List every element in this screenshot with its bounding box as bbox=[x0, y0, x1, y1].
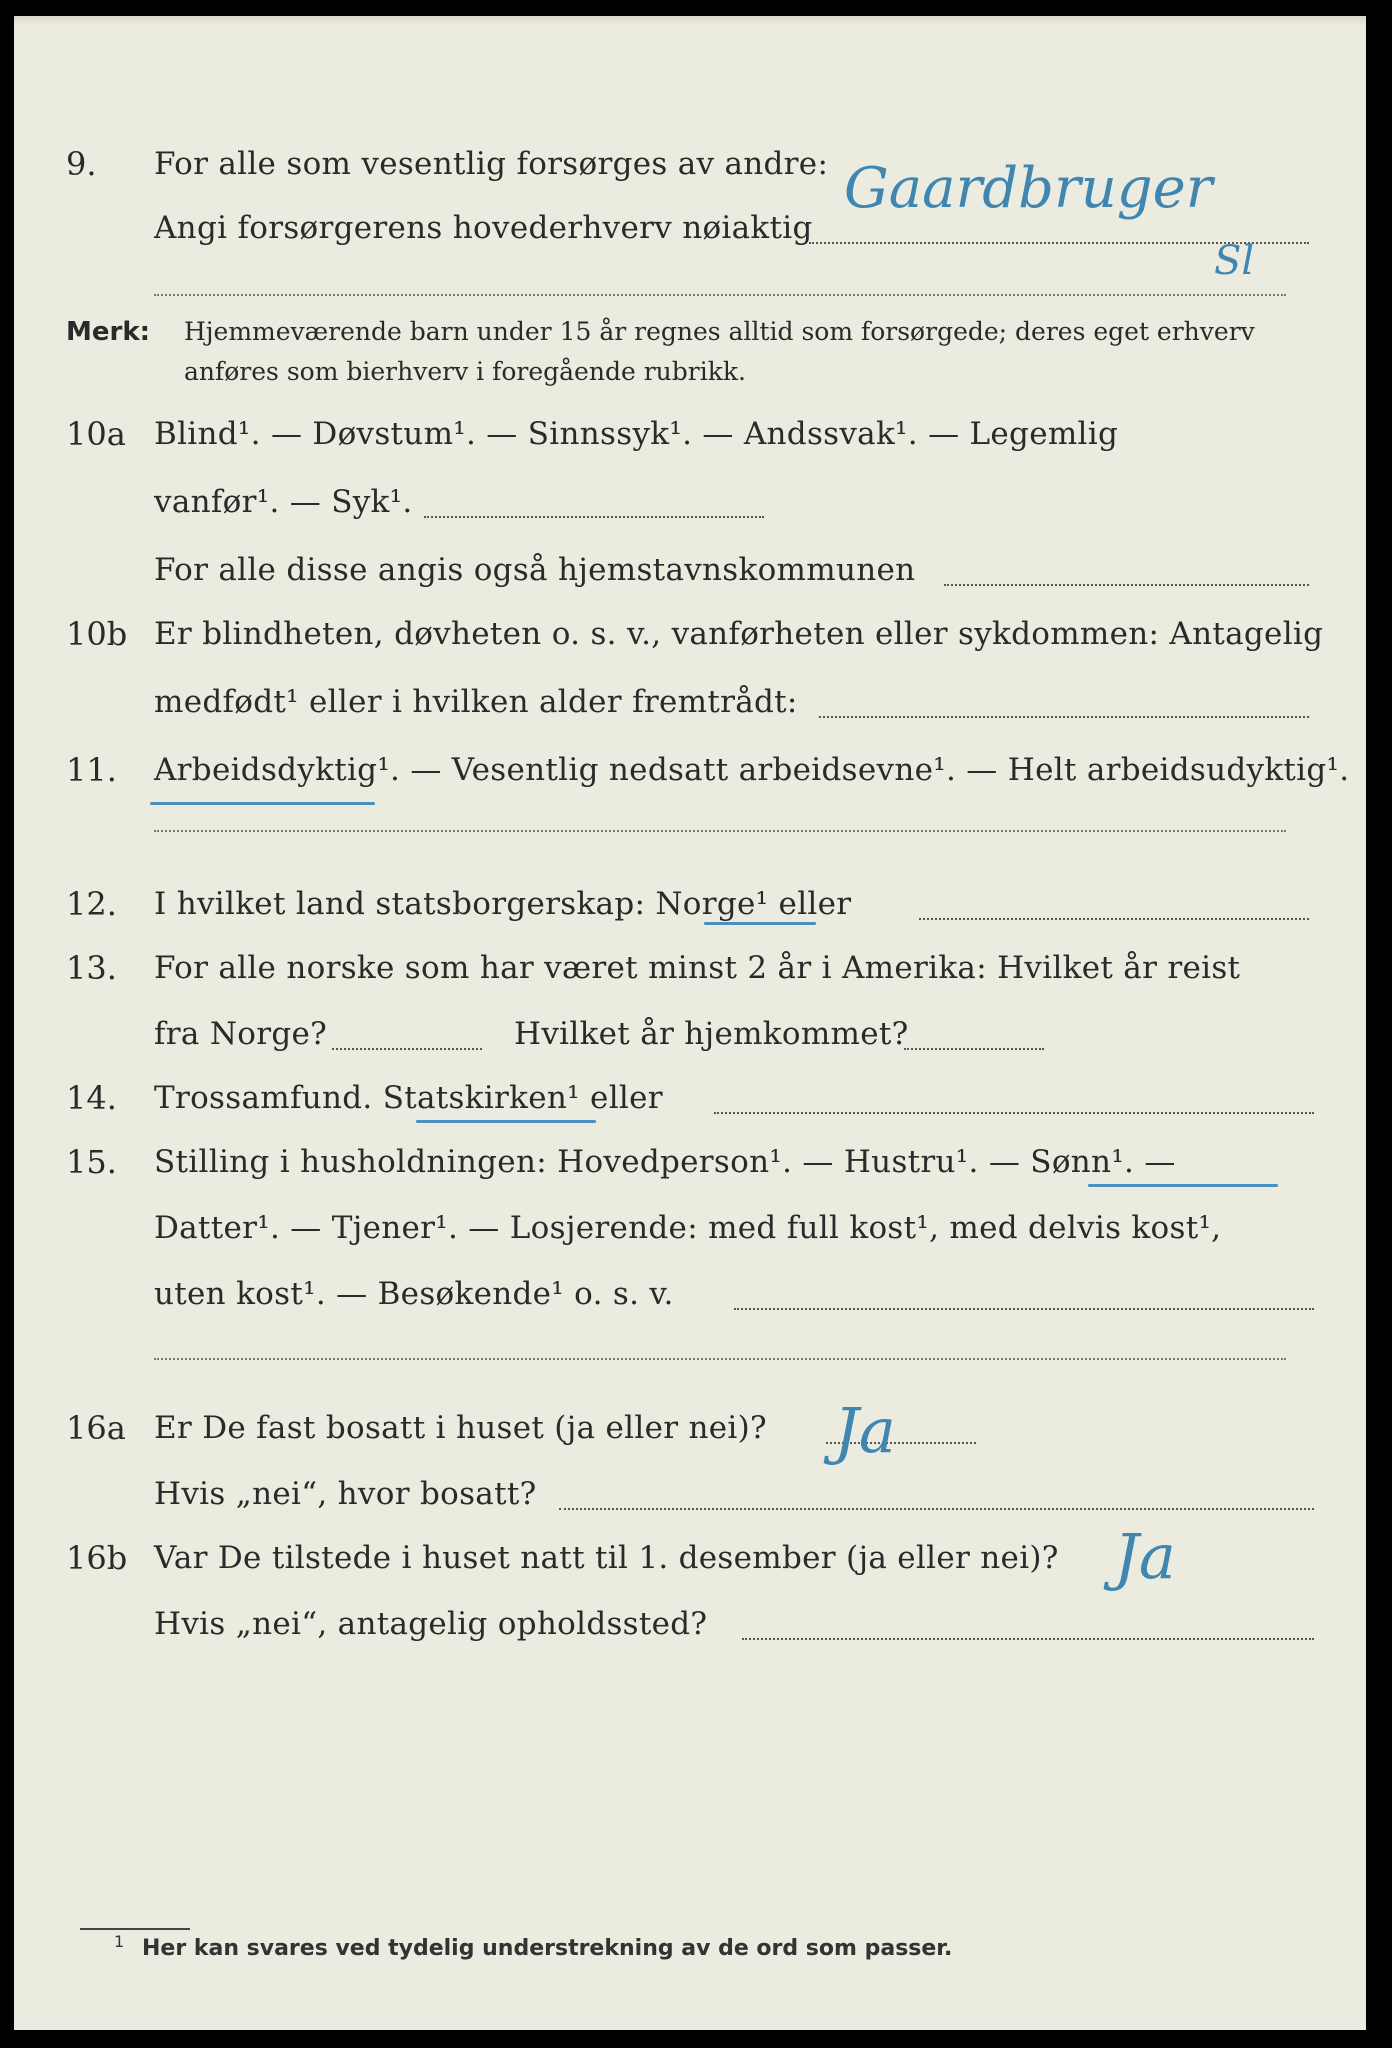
merk-label: Merk: bbox=[66, 317, 151, 347]
q10a-line2-blank bbox=[424, 516, 764, 518]
q10b-number: 10b bbox=[66, 615, 128, 653]
q9-handwritten-note: Sl bbox=[1214, 238, 1255, 284]
q13-line1: For alle norske som har været minst 2 år i Amerika: Hvilket år reist bbox=[154, 950, 1241, 986]
q16b-line1: Var De tilstede i huset natt til 1. desember (ja eller nei)? bbox=[154, 1540, 1059, 1576]
q16a-line2: Hvis „nei“, hvor bosatt? bbox=[154, 1476, 537, 1512]
footnote-rule bbox=[80, 1928, 190, 1930]
q9-handwritten-answer: Gaardbruger bbox=[844, 156, 1213, 221]
q14-number: 14. bbox=[66, 1079, 117, 1117]
q10a-number: 10a bbox=[66, 415, 126, 453]
q10a-line1: Blind¹. — Døvstum¹. — Sinnssyk¹. — Andssvak¹. — Legemlig bbox=[154, 416, 1119, 452]
q12-line1: I hvilket land statsborgerskap: Norge¹ eller bbox=[154, 886, 852, 922]
q10b-line2-blank bbox=[819, 716, 1309, 718]
q16a-line1: Er De fast bosatt i huset (ja eller nei)? bbox=[154, 1410, 767, 1446]
q14-blank bbox=[714, 1112, 1314, 1114]
footnote-marker: 1 bbox=[114, 1932, 125, 1951]
q13-year-left-blank bbox=[332, 1048, 482, 1050]
q15-line1: Stilling i husholdningen: Hovedperson¹. — Hustru¹. — Sønn¹. — bbox=[154, 1144, 1176, 1180]
q16a-number: 16a bbox=[66, 1409, 126, 1447]
q10a-line3-blank bbox=[944, 584, 1309, 586]
q15-number: 15. bbox=[66, 1143, 117, 1181]
q15-blank bbox=[734, 1308, 1314, 1310]
q16b-number: 16b bbox=[66, 1539, 128, 1577]
q13-line2a: fra Norge? bbox=[154, 1016, 328, 1052]
q13-year-returned-blank bbox=[904, 1048, 1044, 1050]
q9-number: 9. bbox=[66, 145, 97, 183]
merk-line2: anføres som bierhverv i foregående rubrikk. bbox=[184, 357, 746, 386]
q10a-line3: For alle disse angis også hjemstavnskommunen bbox=[154, 552, 916, 588]
q9-line2: Angi forsørgerens hovederhverv nøiaktig bbox=[154, 210, 813, 246]
q14-answer-underline bbox=[416, 1120, 596, 1123]
census-form-page bbox=[14, 16, 1366, 2030]
q15-answer-underline bbox=[1088, 1184, 1278, 1187]
q14-line1: Trossamfund. Statskirken¹ eller bbox=[154, 1080, 663, 1116]
q11-number: 11. bbox=[66, 751, 117, 789]
q13-line2b: Hvilket år hjemkommet? bbox=[514, 1016, 909, 1052]
q15-separator bbox=[154, 1358, 1286, 1360]
q12-blank bbox=[919, 918, 1309, 920]
q9-line1: For alle som vesentlig forsørges av andre: bbox=[154, 146, 829, 182]
merk-line1: Hjemmeværende barn under 15 år regnes alltid som forsørgede; deres eget erhverv bbox=[184, 317, 1255, 346]
q16b-line2-blank bbox=[742, 1638, 1314, 1640]
q11-answer-underline bbox=[150, 802, 375, 805]
q11-line1: Arbeidsdyktig¹. — Vesentlig nedsatt arbeidsevne¹. — Helt arbeidsudyktig¹. bbox=[154, 752, 1350, 788]
q11-separator bbox=[154, 830, 1286, 832]
q16a-line2-blank bbox=[559, 1508, 1314, 1510]
page-top-edge bbox=[14, 16, 1366, 26]
q10b-line1: Er blindheten, døvheten o. s. v., vanførheten eller sykdommen: Antagelig bbox=[154, 616, 1324, 652]
q13-number: 13. bbox=[66, 949, 117, 987]
footnote-text: Her kan svares ved tydelig understrekning av de ord som passer. bbox=[142, 1936, 953, 1961]
q16b-handwritten-answer: Ja bbox=[1114, 1520, 1176, 1593]
q15-line3: uten kost¹. — Besøkende¹ o. s. v. bbox=[154, 1276, 674, 1312]
q12-number: 12. bbox=[66, 885, 117, 923]
q16b-line2: Hvis „nei“, antagelig opholdssted? bbox=[154, 1606, 708, 1642]
q16a-handwritten-answer: Ja bbox=[834, 1394, 896, 1467]
q10b-line2: medfødt¹ eller i hvilken alder fremtrådt: bbox=[154, 684, 798, 720]
q12-answer-underline bbox=[704, 922, 816, 925]
q9-separator bbox=[154, 294, 1286, 296]
q10a-line2: vanfør¹. — Syk¹. bbox=[154, 484, 413, 520]
q15-line2: Datter¹. — Tjener¹. — Losjerende: med full kost¹, med delvis kost¹, bbox=[154, 1210, 1222, 1246]
